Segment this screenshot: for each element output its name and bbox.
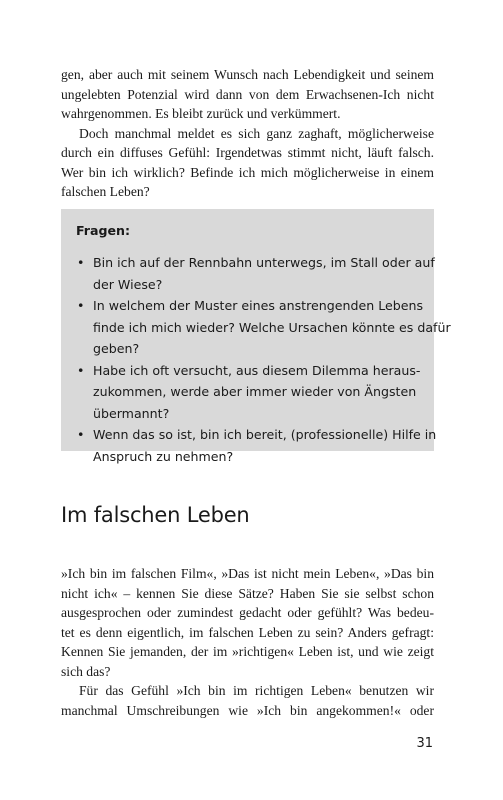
list-item: [61, 295, 451, 360]
questions-title: Fragen:: [76, 223, 131, 238]
text-line: ungelebten Potenzial wird dann von dem Erwachsenen-Ich nicht: [61, 86, 434, 102]
text-line: Kennen Sie jemanden, der im »richtigen« Leben ist, und wie zeigt: [61, 644, 434, 659]
bullet-icon: •: [77, 298, 85, 313]
list-item-line: Habe ich oft versucht, aus diesem Dilemma heraus-: [93, 362, 421, 378]
questions-list: [61, 252, 451, 467]
list-item-line: übermannt?: [93, 405, 170, 421]
paragraph-continuation: [61, 65, 434, 124]
list-item: [61, 360, 434, 425]
list-item-line: In welchem der Muster eines anstrengenden Lebens: [93, 298, 424, 313]
bullet-icon: •: [77, 255, 85, 270]
bullet-icon: •: [77, 427, 85, 442]
text-line: manchmal Umschreibungen wie »Ich bin angekommen!« oder: [61, 702, 434, 718]
text-line: Für das Gefühl »Ich bin im richtigen Leben« benutzen wir: [79, 683, 434, 698]
list-item-line: Anspruch zu nehmen?: [93, 448, 234, 464]
list-item: [61, 252, 434, 295]
bullet-icon: •: [77, 362, 85, 378]
text-line: ausgesprochen oder zumindest gedacht oder gefühlt? Was bedeu-: [61, 605, 434, 620]
list-item-line: geben?: [93, 341, 140, 356]
section-heading: Im falschen Leben: [61, 503, 250, 527]
list-item-line: Wenn das so ist, bin ich bereit, (professionelle) Hilfe in: [93, 427, 437, 442]
text-line: gen, aber auch mit seinem Wunsch nach Lebendigkeit und seinem: [61, 67, 434, 82]
text-line: durch ein diffuses Gefühl: Irgendetwas stimmt nicht, läuft falsch.: [61, 145, 434, 160]
list-item-line: zukommen, werde aber immer wieder von Ängsten: [93, 384, 417, 399]
list-item-line: finde ich mich wieder? Welche Ursachen könnte es dafür: [93, 319, 451, 335]
list-item-line: Bin ich auf der Rennbahn unterwegs, im Stall oder auf: [93, 255, 435, 270]
paragraph-doubt: [61, 124, 434, 202]
page-number: 31: [416, 736, 433, 751]
text-line: falschen Leben?: [61, 184, 150, 199]
text-line: sich das?: [61, 663, 111, 679]
text-line: nicht ich« – kennen Sie diese Sätze? Haben Sie sie selbst schon: [61, 585, 434, 601]
paragraph-feeling: [61, 681, 434, 720]
list-item-line: der Wiese?: [93, 276, 163, 292]
text-line: tet es denn eigentlich, im falschen Leben zu sein? Anders gefragt:: [61, 624, 434, 640]
text-line: Wer bin ich wirklich? Befinde ich mich möglicherweise in einem: [61, 164, 434, 180]
paragraph-intro: [61, 564, 434, 681]
questions-box: [61, 209, 451, 464]
text-line: »Ich bin im falschen Film«, »Das ist nicht mein Leben«, »Das bin: [61, 566, 434, 581]
text-line: Doch manchmal meldet es sich ganz zaghaft, möglicherweise: [79, 125, 434, 141]
text-line: wahrgenommen. Es bleibt zurück und verkümmert.: [61, 106, 341, 121]
list-item: [61, 424, 437, 467]
